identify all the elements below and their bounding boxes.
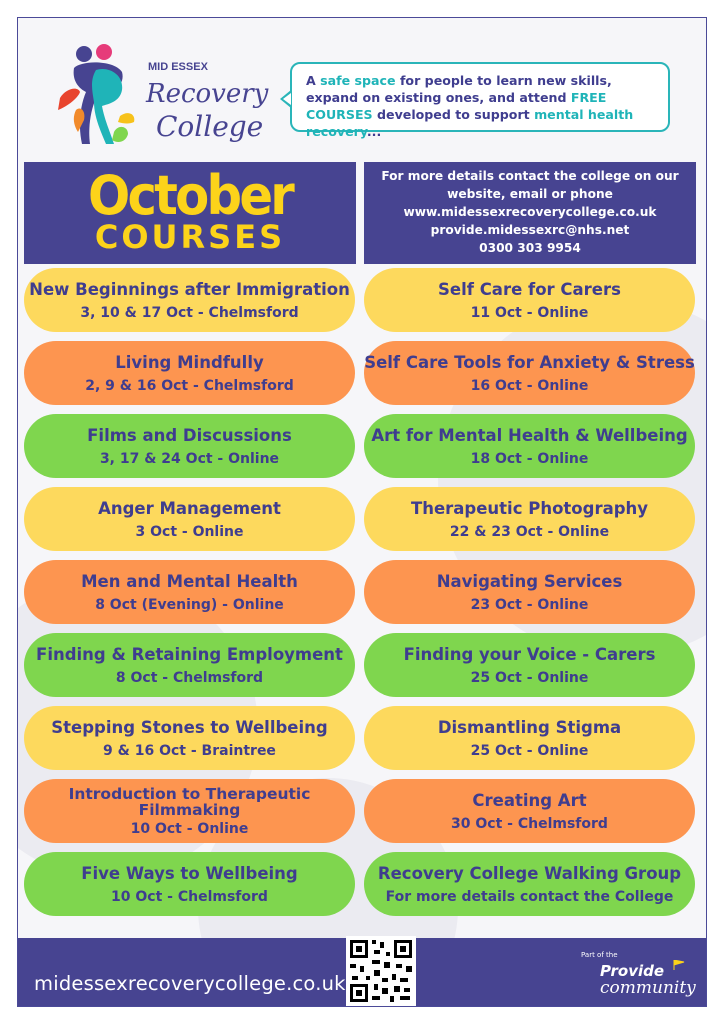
course-card[interactable] xyxy=(364,706,695,770)
footer-bar xyxy=(18,938,706,1007)
tagline-highlight: FREE COURSES xyxy=(306,90,607,122)
tagline-highlight: safe space xyxy=(320,73,396,88)
course-card[interactable] xyxy=(364,268,695,332)
course-name: Therapeutic Photography xyxy=(410,499,649,518)
course-date: 10 Oct - Chelmsford xyxy=(111,889,268,905)
footer-website-link[interactable]: midessexrecoverycollege.co.uk xyxy=(34,972,346,995)
course-name: Recovery College Walking Group xyxy=(377,864,682,883)
course-date: 2, 9 & 16 Oct - Chelmsford xyxy=(85,378,294,394)
course-name: Navigating Services xyxy=(436,572,623,591)
course-card[interactable] xyxy=(364,633,695,697)
contact-box xyxy=(364,162,696,264)
course-date: 3, 17 & 24 Oct - Online xyxy=(99,451,280,467)
course-name: New Beginnings after Immigration xyxy=(29,280,350,299)
course-date: 18 Oct - Online xyxy=(470,451,589,467)
course-date: 8 Oct (Evening) - Online xyxy=(95,597,284,613)
course-card[interactable] xyxy=(24,268,355,332)
course-name: Men and Mental Health xyxy=(81,572,298,591)
course-card[interactable] xyxy=(364,560,695,624)
course-name: Living Mindfully xyxy=(115,353,264,372)
poster xyxy=(17,17,707,1007)
tagline-text: for people to learn new skills, expand on existing ones, and attend xyxy=(306,73,612,105)
course-name: Creating Art xyxy=(472,791,587,810)
contact-intro: For more details contact the college on our xyxy=(381,169,679,183)
course-date: 9 & 16 Oct - Braintree xyxy=(103,743,276,759)
course-card[interactable] xyxy=(364,852,695,916)
contact-intro-2: website, email or phone xyxy=(447,187,613,201)
logo-line1: MID ESSEX xyxy=(148,61,208,73)
tagline-highlight: mental health recovery xyxy=(306,107,634,139)
course-name: Finding your Voice - Carers xyxy=(403,645,656,664)
tagline-text: developed to support xyxy=(372,107,535,122)
course-card[interactable] xyxy=(24,341,355,405)
course-card[interactable] xyxy=(24,852,355,916)
course-name: Self Care Tools for Anxiety & Stress xyxy=(364,353,695,372)
course-date: 8 Oct - Chelmsford xyxy=(115,670,264,686)
course-card[interactable] xyxy=(24,633,355,697)
course-name: Stepping Stones to Wellbeing xyxy=(51,718,328,737)
logo-figures-icon xyxy=(52,40,272,160)
course-date: 30 Oct - Chelmsford xyxy=(451,816,608,832)
course-date: 16 Oct - Online xyxy=(470,378,589,394)
community-logo-text: community xyxy=(600,978,696,998)
course-date: 23 Oct - Online xyxy=(470,597,589,613)
recovery-college-logo xyxy=(52,40,272,160)
course-name: Introduction to Therapeutic Filmmaking xyxy=(68,785,311,819)
course-date: For more details contact the College xyxy=(385,889,674,905)
contact-website[interactable]: www.midessexrecoverycollege.co.uk xyxy=(403,205,657,219)
course-date: 10 Oct - Online xyxy=(130,821,249,837)
course-card[interactable] xyxy=(364,487,695,551)
logo-line3: College xyxy=(156,110,264,143)
course-card[interactable] xyxy=(24,706,355,770)
course-name: Five Ways to Wellbeing xyxy=(81,864,298,883)
contact-phone: 0300 303 9954 xyxy=(479,241,581,255)
course-name: Self Care for Carers xyxy=(438,280,621,299)
provide-logo-text: Provide xyxy=(600,962,665,980)
course-date: 3, 10 & 17 Oct - Chelmsford xyxy=(80,305,299,321)
courses-subtitle: COURSES xyxy=(94,218,286,256)
course-card[interactable] xyxy=(364,414,695,478)
course-date: 3 Oct - Online xyxy=(135,524,244,540)
tagline-text: ... xyxy=(366,124,382,139)
logo-line2: Recovery xyxy=(146,79,269,109)
month-title-box xyxy=(24,162,356,264)
month-title: October xyxy=(87,164,293,227)
course-name: Films and Discussions xyxy=(87,426,292,445)
part-of-label: Part of the xyxy=(581,951,618,959)
course-card[interactable] xyxy=(24,487,355,551)
course-date: 11 Oct - Online xyxy=(470,305,589,321)
course-name: Anger Management xyxy=(98,499,281,518)
course-date: 25 Oct - Online xyxy=(470,743,589,759)
tagline-bubble xyxy=(290,62,670,139)
contact-email[interactable]: provide.midessexrc@nhs.net xyxy=(430,223,630,237)
course-card[interactable] xyxy=(24,560,355,624)
course-date: 25 Oct - Online xyxy=(470,670,589,686)
course-card[interactable] xyxy=(24,414,355,478)
course-card[interactable] xyxy=(364,341,695,405)
course-date: 22 & 23 Oct - Online xyxy=(449,524,610,540)
course-name: Art for Mental Health & Wellbeing xyxy=(371,426,688,445)
course-name: Dismantling Stigma xyxy=(437,718,622,737)
tagline-text: A xyxy=(306,73,321,88)
provide-flag-icon xyxy=(673,960,685,970)
tagline-bubble-tail-inner xyxy=(283,93,291,105)
course-card[interactable] xyxy=(24,779,355,843)
course-name: Finding & Retaining Employment xyxy=(36,645,343,664)
course-card[interactable] xyxy=(364,779,695,843)
qr-code-icon[interactable] xyxy=(346,936,416,1006)
